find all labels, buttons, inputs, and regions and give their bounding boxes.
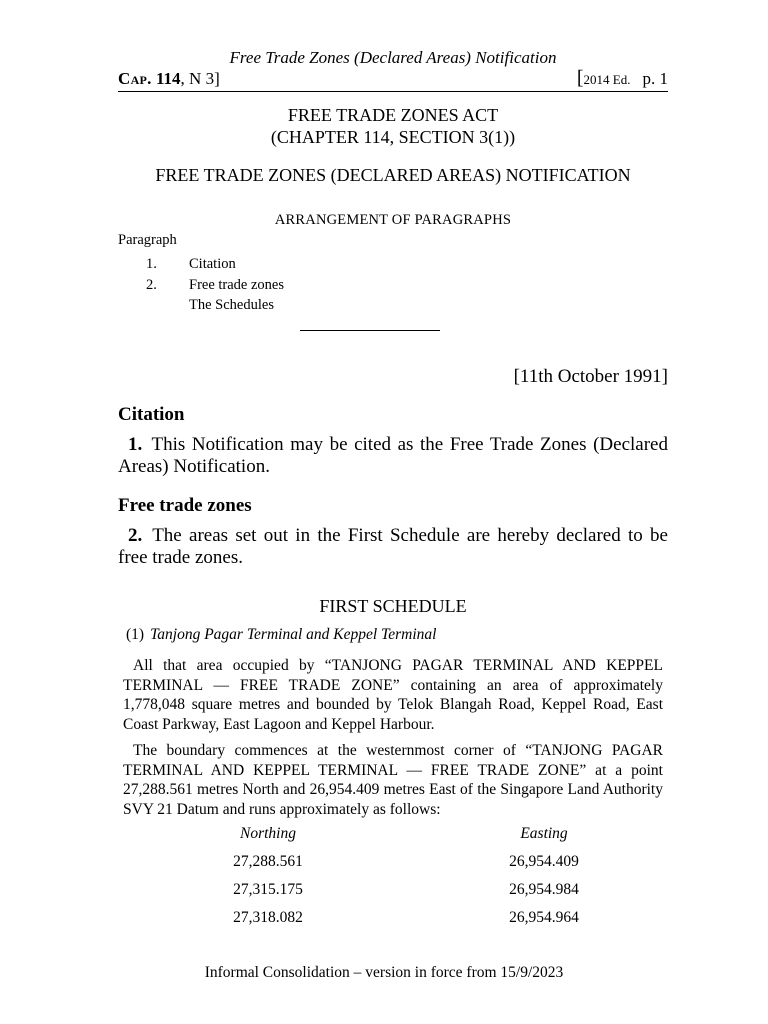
- section-body-free-trade-zones: [118, 525, 668, 569]
- northing-value: 27,315.175: [233, 881, 303, 898]
- chapter-reference: [118, 69, 220, 89]
- easting-header: Easting: [520, 825, 568, 842]
- northing-value: 27,318.082: [233, 909, 303, 926]
- northing-value: 27,288.561: [233, 853, 303, 870]
- act-name: FREE TRADE ZONES ACT: [287, 105, 499, 125]
- toc-item-text: The Schedules: [189, 297, 274, 313]
- schedule-paragraph-boundary: The boundary commences at the westernmost corner of “TANJONG PAGAR TERMINAL AND KEPPEL TERMINAL — FREE TRADE ZONE” at a point 27,288.561 metres North and 26,954.409 metres East of the Singapore Land Authority SVY 21 Datum and runs approximately as follows:: [123, 742, 663, 818]
- toc-item: [146, 254, 284, 275]
- section-number: 1.: [128, 434, 143, 455]
- running-header: [118, 45, 668, 92]
- schedule-item-title: Tanjong Pagar Terminal and Keppel Terminal: [150, 626, 437, 643]
- toc-item-number: 2.: [146, 276, 157, 293]
- schedule-item-number: (1): [126, 626, 145, 643]
- edition-page: [577, 67, 668, 90]
- section-heading-citation: Citation: [118, 404, 185, 425]
- easting-value: 26,954.409: [509, 853, 579, 870]
- toc-item-number: 1.: [146, 256, 157, 272]
- act-section: (CHAPTER 114, SECTION 3(1)): [270, 127, 516, 147]
- section-number: 2.: [128, 525, 143, 546]
- edition-bracket: [: [576, 67, 584, 89]
- commencement-date: [11th October 1991]: [513, 366, 668, 387]
- toc-item-text: Free trade zones: [189, 276, 285, 293]
- arrangement-title: ARRANGEMENT OF PARAGRAPHS: [274, 212, 512, 228]
- cap-suffix: , N 3]: [180, 69, 220, 88]
- schedule-title: FIRST SCHEDULE: [319, 596, 467, 616]
- schedule-paragraph-area: All that area occupied by “TANJONG PAGAR TERMINAL AND KEPPEL TERMINAL — FREE TRADE ZONE” containing an area of approximately 1,778,048 square metres and bounded by Telok Blangah Road, Keppel Road, East Coast Parkway, East Lagoon and Keppel Harbour.: [123, 657, 663, 733]
- toc-item: [146, 275, 284, 296]
- running-title: Free Trade Zones (Declared Areas) Notification: [229, 48, 557, 67]
- easting-value: 26,954.964: [509, 909, 579, 926]
- cap-label: Cap.: [118, 69, 152, 88]
- edition: 2014 Ed.: [583, 72, 631, 87]
- northing-header: Northing: [240, 825, 296, 842]
- section-text: This Notification may be cited as the Free Trade Zones (Declared Areas) Notification.: [118, 434, 668, 477]
- divider-rule: [300, 330, 440, 331]
- toc-item: [146, 295, 284, 316]
- section-heading-free-trade-zones: Free trade zones: [118, 495, 252, 516]
- table-of-contents: [146, 254, 284, 316]
- cap-number: 114: [155, 69, 181, 88]
- section-body-citation: [118, 434, 668, 478]
- notification-title: FREE TRADE ZONES (DECLARED AREAS) NOTIFICATION: [155, 165, 631, 185]
- page-number: p. 1: [642, 69, 668, 88]
- section-text: The areas set out in the First Schedule are hereby declared to be free trade zones.: [118, 525, 668, 568]
- easting-value: 26,954.984: [509, 881, 579, 898]
- schedule-item-heading: [126, 626, 436, 644]
- paragraph-label: Paragraph: [118, 232, 177, 248]
- toc-item-text: Citation: [189, 256, 236, 272]
- toc-item-number: [146, 295, 189, 316]
- act-title: [118, 104, 668, 148]
- page-footer: Informal Consolidation – version in force from 15/9/2023: [204, 964, 564, 981]
